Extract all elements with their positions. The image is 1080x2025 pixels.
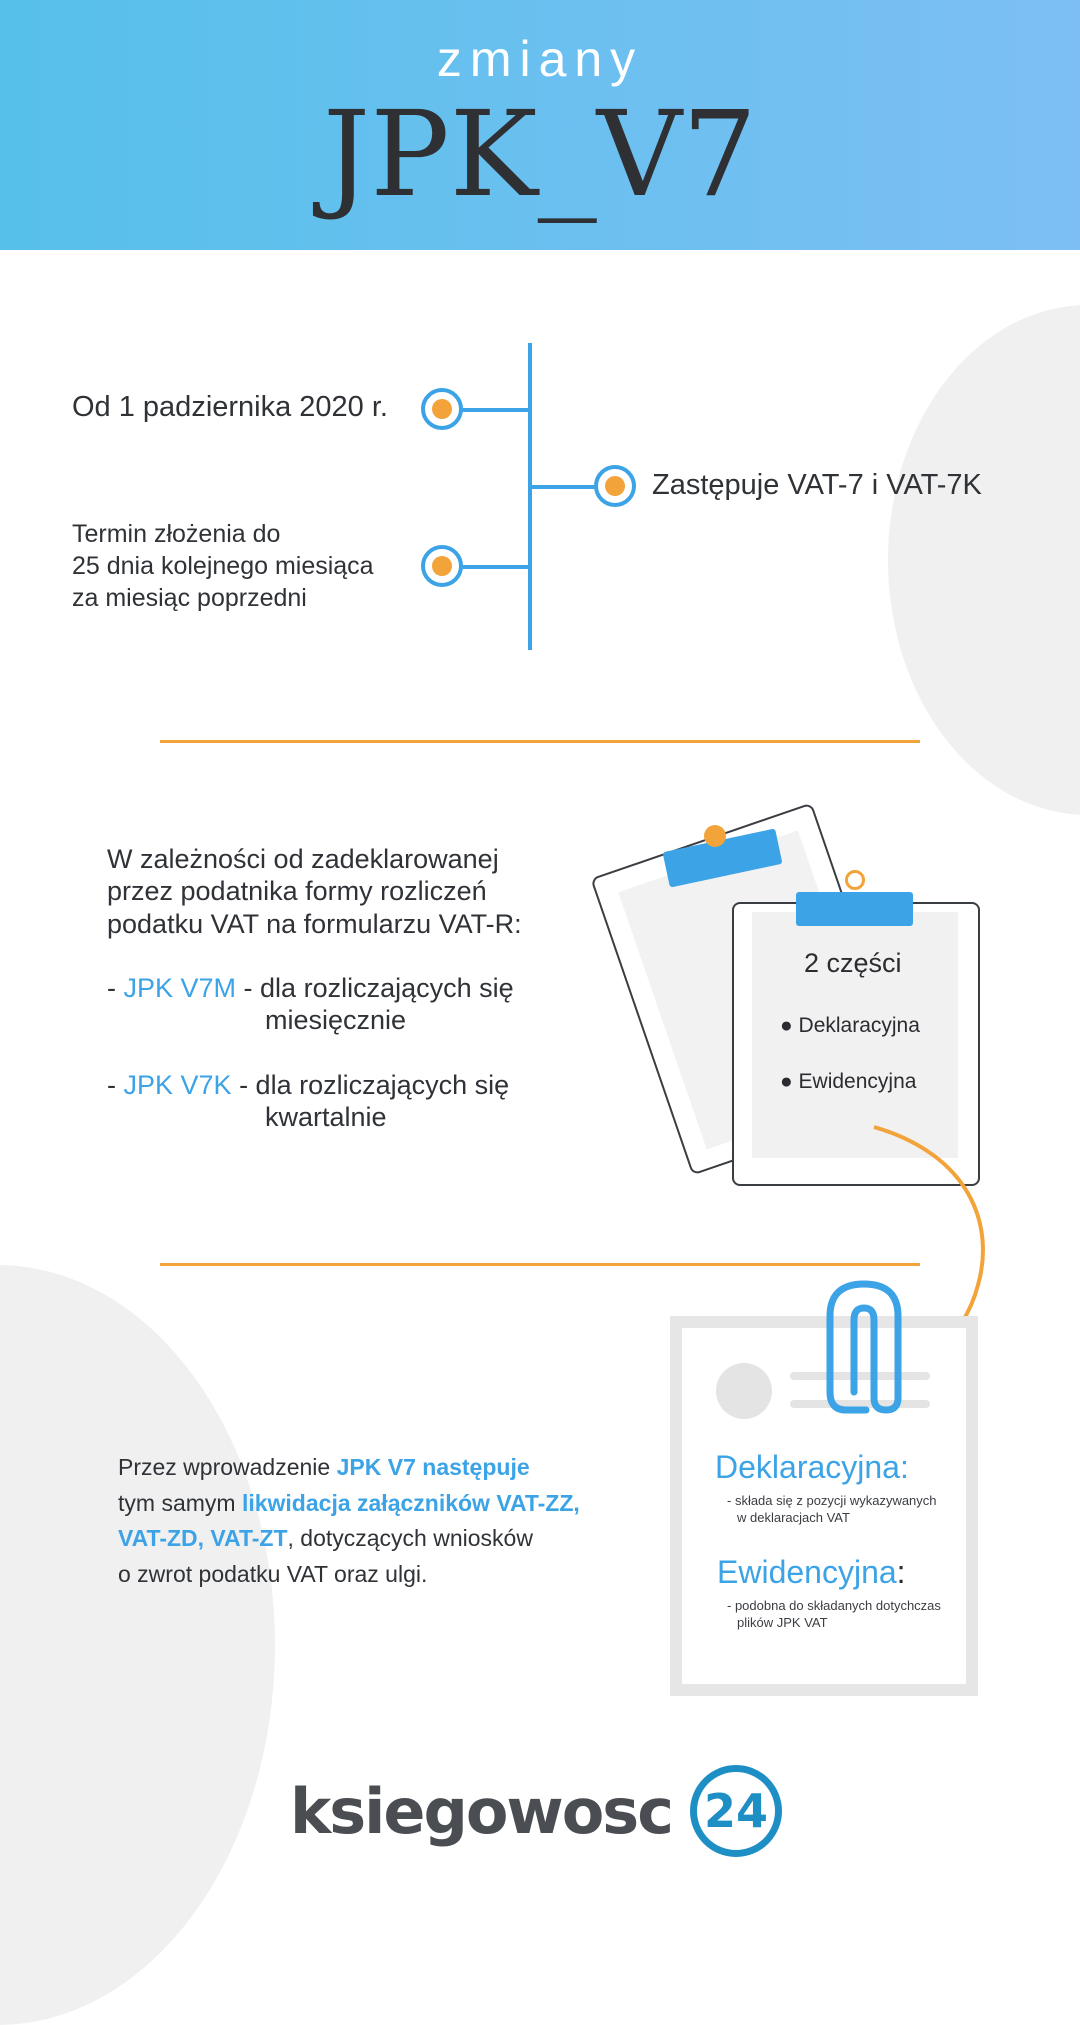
- divider-top: [160, 740, 920, 743]
- forms-item-desc: - dla rozliczających się: [236, 973, 514, 1003]
- timeline-branch-right: [530, 485, 598, 489]
- deadline-line-1: Termin złożenia do: [72, 520, 281, 548]
- card-desc-line: - składa się z pozycji wykazywanych: [727, 1493, 937, 1508]
- summary-line-4: [118, 1557, 580, 1593]
- forms-intro-line-2: przez podatnika formy rozliczeń: [107, 876, 487, 907]
- clipboard-item-ewidencyjna: [780, 1070, 916, 1094]
- summary-text: o zwrot podatku VAT oraz ulgi.: [118, 1560, 428, 1587]
- logo: [290, 1765, 800, 1870]
- forms-intro-line-1: W zależności od zadeklarowanej: [107, 844, 499, 874]
- forms-item-dash: -: [107, 973, 124, 1003]
- card-heading-colon: :: [899, 1449, 909, 1485]
- deadline-line-3: za miesiąc poprzedni: [72, 584, 307, 612]
- forms-item-v7m: [107, 972, 514, 1037]
- timeline-label-start-date: Od 1 padziernika 2020 r.: [72, 391, 388, 423]
- clipboard-ring: [845, 870, 865, 890]
- card-heading-text: Deklaracyjna: [715, 1449, 900, 1485]
- timeline-dot-right: [594, 465, 636, 507]
- card-heading-colon: :: [896, 1554, 906, 1590]
- summary-text: Przez wprowadzenie: [118, 1454, 337, 1480]
- summary-paragraph: [118, 1450, 580, 1593]
- timeline-vertical-line: [528, 343, 532, 650]
- forms-intro: [107, 843, 522, 940]
- bullet-icon: ●: [780, 1070, 793, 1093]
- card-desc-line: - podobna do składanych dotychczas: [727, 1598, 941, 1613]
- timeline-dot-bottom: [421, 545, 463, 587]
- clipboard-item-label: Deklaracyjna: [798, 1014, 920, 1037]
- header-title: JPK_V7: [322, 85, 758, 223]
- clipboard-item-label: Ewidencyjna: [798, 1070, 917, 1093]
- document-avatar: [716, 1363, 772, 1419]
- summary-highlight: VAT-ZD, VAT-ZT: [118, 1525, 288, 1552]
- card-desc-deklaracyjna: [727, 1493, 937, 1527]
- summary-line-1: [118, 1450, 580, 1486]
- deadline-line-2: 25 dnia kolejnego miesiąca: [72, 552, 374, 580]
- clipboard-back-pin: [704, 825, 726, 847]
- forms-item-desc: - dla rozliczających się: [231, 1070, 510, 1100]
- card-heading-text: Ewidencyjna: [717, 1554, 897, 1590]
- clipboard-front-clip: [796, 892, 913, 926]
- forms-item-code: JPK V7M: [123, 973, 237, 1003]
- clipboard-item-deklaracyjna: [780, 1014, 920, 1038]
- summary-highlight: JPK V7 następuje: [336, 1454, 530, 1480]
- card-desc-line: w deklaracjach VAT: [737, 1509, 850, 1525]
- card-heading-deklaracyjna: [715, 1449, 909, 1486]
- bg-circle-left: [0, 1265, 275, 2025]
- forms-item-desc-cont: kwartalnie: [265, 1102, 387, 1133]
- logo-number: 24: [703, 1784, 768, 1838]
- logo-clock-icon: [690, 1765, 782, 1857]
- timeline-branch-bottom: [460, 565, 530, 569]
- header-subtitle: zmiany: [436, 31, 644, 87]
- forms-item-dash: -: [107, 1070, 124, 1100]
- clipboard-title: 2 części: [804, 948, 902, 978]
- summary-line-3: [118, 1521, 580, 1557]
- timeline-dot-top: [421, 388, 463, 430]
- card-heading-ewidencyjna: [717, 1554, 906, 1591]
- forms-item-v7k: [107, 1069, 509, 1134]
- bg-circle-right: [888, 305, 1080, 815]
- timeline-branch-top: [460, 408, 530, 412]
- card-desc-line: plików JPK VAT: [737, 1614, 828, 1630]
- divider-bottom: [160, 1263, 920, 1266]
- summary-highlight: likwidacja załączników VAT-ZZ,: [241, 1489, 580, 1516]
- logo-wordmark: ksiegowosc: [290, 1775, 672, 1848]
- paperclip-icon: [826, 1280, 906, 1415]
- forms-item-desc-cont: miesięcznie: [265, 1005, 407, 1036]
- summary-line-2: [118, 1486, 580, 1522]
- summary-text: tym samym: [118, 1489, 242, 1516]
- card-desc-ewidencyjna: [727, 1598, 941, 1632]
- forms-item-code: JPK V7K: [123, 1070, 232, 1100]
- forms-intro-line-3: podatku VAT na formularzu VAT-R:: [107, 908, 522, 939]
- summary-text: , dotyczących wniosków: [287, 1525, 533, 1552]
- timeline-label-replaces: Zastępuje VAT-7 i VAT-7K: [652, 469, 982, 501]
- timeline-label-deadline: [72, 518, 374, 614]
- bullet-icon: ●: [780, 1014, 793, 1037]
